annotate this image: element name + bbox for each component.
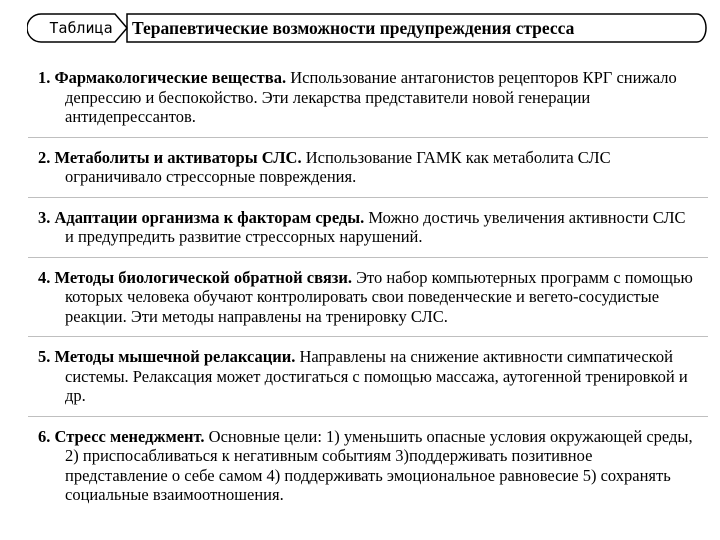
divider (28, 416, 708, 417)
list-item (38, 427, 698, 505)
item-text: Основные цели: 1) уменьшить опасные условия окружающей среды, 2) приспосабливаться к негативным событиям 3)поддерживать позитивное представление о себе самом 4) поддерживать эмоциональное равновесие 5) сохранять социальные взаимоотношения. (65, 426, 693, 504)
list-item (38, 208, 698, 247)
item-heading: Фармакологические вещества. (54, 68, 287, 87)
divider (28, 336, 708, 337)
item-number: 3. (38, 207, 51, 227)
divider (28, 137, 708, 138)
list-item (38, 347, 698, 406)
divider (28, 257, 708, 258)
methods-list (38, 68, 698, 505)
divider (28, 197, 708, 198)
item-text: Можно достичь увеличения активности СЛС и предупредить развитие стрессорных нарушений. (65, 207, 686, 246)
page-title: Терапевтические возможности предупреждения стресса (132, 18, 575, 38)
item-text: Направлены на снижение активности симпатической системы. Релаксация может достигаться с помощью массажа, аутогенной тренировкой и др. (65, 347, 688, 405)
item-text: Использование антагонистов рецепторов КРГ снижало депрессию и беспокойство. Эти лекарства представители новой генерации антидепрессантов. (65, 68, 677, 126)
item-number: 5. (38, 347, 51, 366)
item-heading: Стресс менеджмент. (54, 426, 205, 446)
list-item (38, 68, 698, 127)
item-number: 1. (38, 68, 51, 87)
item-number: 6. (38, 426, 51, 446)
list-item (38, 268, 698, 327)
item-heading: Методы мышечной релаксации. (54, 347, 296, 366)
item-heading: Адаптации организма к факторам среды. (54, 207, 365, 227)
item-number: 2. (38, 147, 51, 167)
item-text: Это набор компьютерных программ с помощью которых человека обучают контролировать свои поведенческие и вегето-сосудистые реакции. Эти методы направлены на тренировку СЛС. (65, 267, 693, 326)
list-item (38, 148, 698, 187)
table-tag-label: Таблица (49, 19, 113, 37)
item-text: Использование ГАМК как метаболита СЛС ограничивало стрессорные повреждения. (65, 147, 611, 186)
item-number: 4. (38, 267, 51, 287)
item-heading: Методы биологической обратной связи. (54, 267, 353, 287)
header-bar (27, 12, 708, 44)
item-heading: Метаболиты и активаторы СЛС. (54, 147, 302, 167)
